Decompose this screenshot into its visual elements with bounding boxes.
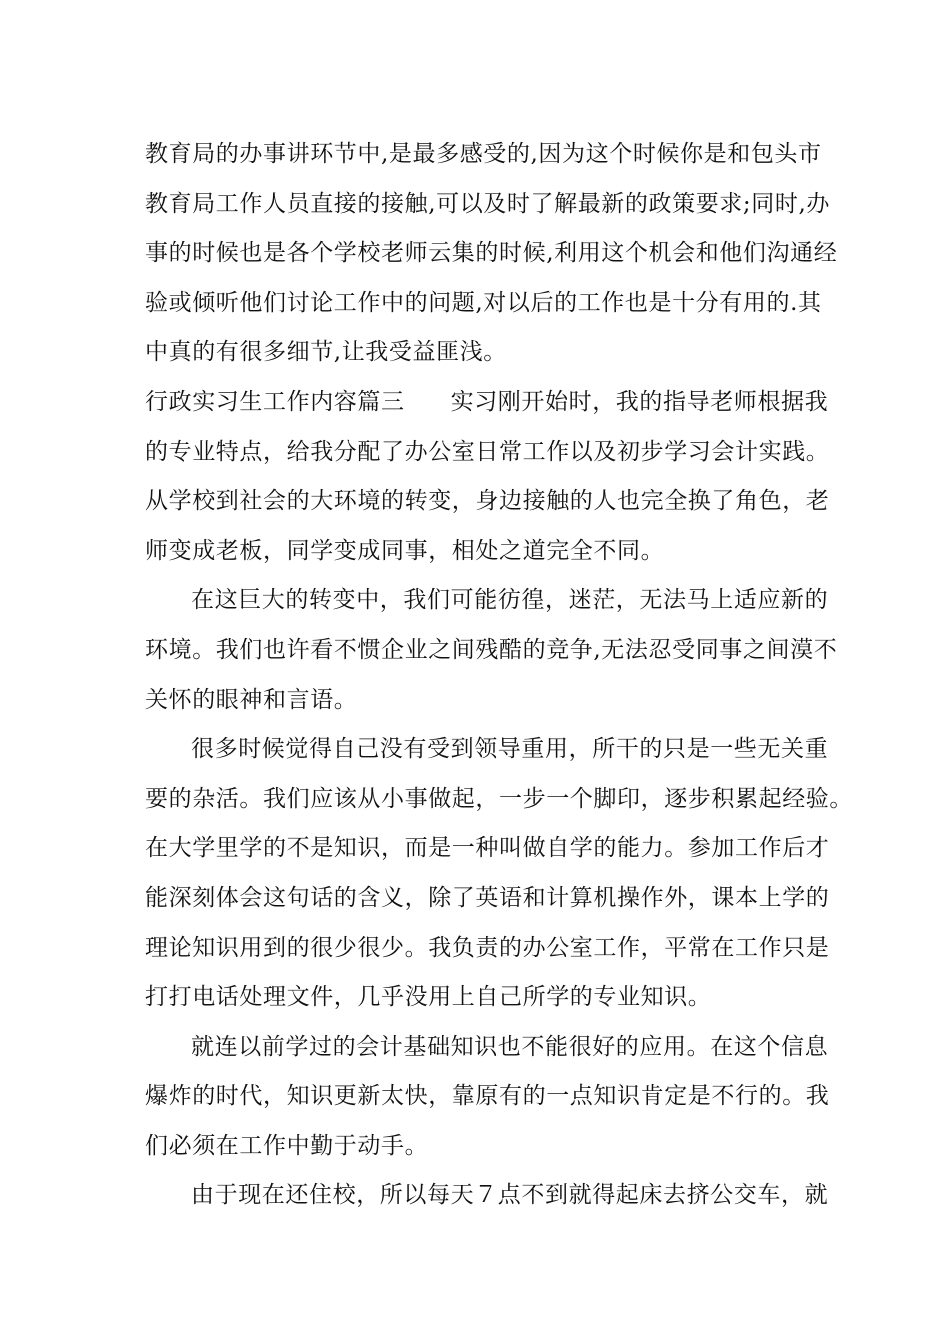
document-body	[145, 130, 853, 1221]
heading-line	[145, 378, 829, 428]
text-line: 很多时候觉得自己没有受到领导重用，所干的只是一些无关重	[191, 736, 829, 763]
text-line: 能深刻体会这句话的含义，除了英语和计算机操作外，课本上学的	[145, 884, 830, 911]
text-line: 师变成老板，同学变成同事，相处之道完全不同。	[145, 537, 665, 564]
text-line: 的专业特点，给我分配了办公室日常工作以及初步学习会计实践。	[145, 438, 830, 465]
text-line: 由于现在还住校，所以每天７点不到就得起床去挤公交车，就	[191, 1182, 829, 1209]
text-line: 在这巨大的转变中，我们可能彷徨，迷茫，无法马上适应新的	[191, 587, 829, 614]
text-line: 教育局的办事讲环节中,是最多感受的,因为这个时候你是和包头市	[145, 141, 822, 167]
text-line: 打打电话处理文件，几乎没用上自己所学的专业知识。	[145, 984, 712, 1011]
text-line: 环境。我们也许看不惯企业之间残酷的竞争,无法忍受同事之间漠不	[145, 636, 838, 663]
section-heading: 行政实习生工作内容篇三	[145, 388, 405, 415]
text-line: 爆炸的时代，知识更新太快，靠原有的一点知识肯定是不行的。我	[145, 1083, 830, 1110]
text-line: 验或倾听他们讨论工作中的问题,对以后的工作也是十分有用的.其	[145, 289, 822, 316]
text-line: 从学校到社会的大环境的转变，身边接触的人也完全换了角色，老	[145, 488, 830, 515]
text-line: 就连以前学过的会计基础知识也不能很好的应用。在这个信息	[191, 1033, 829, 1060]
text-line: 要的杂活。我们应该从小事做起，一步一个脚印，逐步积累起经验。	[145, 785, 853, 812]
text-line: 教育局工作人员直接的接触,可以及时了解最新的政策要求;同时,办	[145, 190, 830, 217]
text-line: 理论知识用到的很少很少。我负责的办公室工作，平常在工作只是	[145, 934, 830, 961]
text-line: 实习刚开始时，我的指导老师根据我	[450, 388, 829, 415]
text-line: 在大学里学的不是知识，而是一种叫做自学的能力。参加工作后才	[145, 835, 830, 862]
text-line: 事的时候也是各个学校老师云集的时候,利用这个机会和他们沟通经	[145, 240, 838, 267]
text-line: 关怀的眼神和言语。	[145, 686, 358, 713]
text-line: 们必须在工作中勤于动手。	[145, 1132, 429, 1159]
text-line: 中真的有很多细节,让我受益匪浅。	[145, 339, 507, 366]
